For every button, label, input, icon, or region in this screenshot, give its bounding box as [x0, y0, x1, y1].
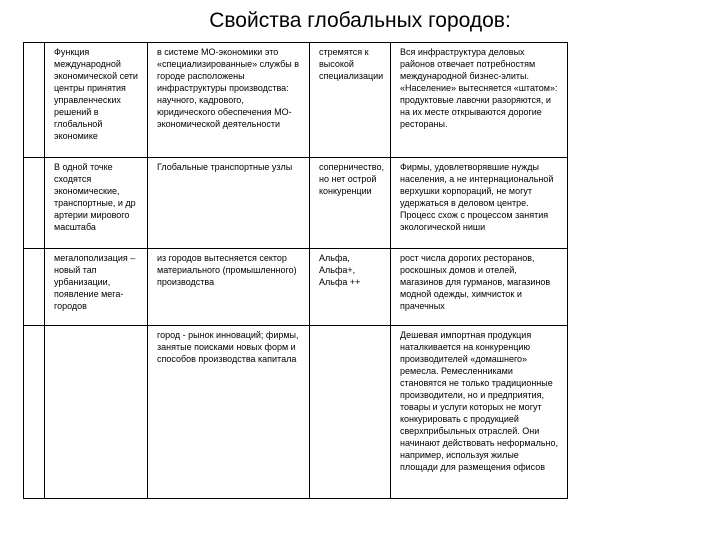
- table-cell: Глобальные транспортные узлы: [148, 158, 310, 249]
- table-cell: [24, 326, 45, 499]
- table-cell: рост числа дорогих ресторанов, роскошных домов и отелей, магазинов для гурманов, магазинов модной одежды, химчисток и прачечных: [391, 249, 568, 326]
- table-cell: В одной точке сходятся экономические, транспортные, и др артерии мирового масштаба: [45, 158, 148, 249]
- table-cell: соперничество, но нет острой конкуренции: [310, 158, 391, 249]
- table-cell: Вся инфраструктура деловых районов отвечает потребностям международной бизнес-элиты. «Население» вытесняется «штатом»: продуктовые лавочки разоряются, и на их месте открываются дорогие рестораны.: [391, 43, 568, 158]
- table-cell: [310, 326, 391, 499]
- table-cell: из городов вытесняется сектор материального (промышленного) производства: [148, 249, 310, 326]
- table-row: [24, 249, 568, 326]
- page-title: Свойства глобальных городов:: [209, 9, 511, 32]
- table-cell: город - рынок инноваций; фирмы, занятые поисками новых форм и способов производства капитала: [148, 326, 310, 499]
- table-cell: мегалополизация – новый тап урбанизации, появление мега-городов: [45, 249, 148, 326]
- table-row: [24, 43, 568, 158]
- table-cell: [45, 326, 148, 499]
- table-cell: [24, 158, 45, 249]
- table-cell: в системе МО-экономики это «специализированные» службы в городе расположены инфраструктуры производства: научного, кадрового, юридического обеспечения МО-экономической деятельности: [148, 43, 310, 158]
- table-cell: Дешевая импортная продукция наталкивается на конкуренцию производителей «домашнего» ремесла. Ремесленниками становятся не только традиционные производители, но и предприятия, товары и услуги которых не могут конкурировать с продукцией сверхприбыльных отраслей. Они начинают действовать неформально, например, используя жилые площади для размещения офисов: [391, 326, 568, 499]
- properties-table: [23, 42, 568, 499]
- table-cell: стремятся к высокой специализации: [310, 43, 391, 158]
- table-cell: Альфа, Альфа+, Альфа ++: [310, 249, 391, 326]
- table-row: [24, 158, 568, 249]
- table-row: [24, 326, 568, 499]
- table-cell: Функция международной экономической сети центры принятия управленческих решений в глобальной экономике: [45, 43, 148, 158]
- table-cell: [24, 249, 45, 326]
- table-cell: Фирмы, удовлетворявшие нужды населения, а не интернациональной верхушки корпораций, не могут удержаться в деловом центре. Процесс схож с процессом занятия экологической ниши: [391, 158, 568, 249]
- table-cell: [24, 43, 45, 158]
